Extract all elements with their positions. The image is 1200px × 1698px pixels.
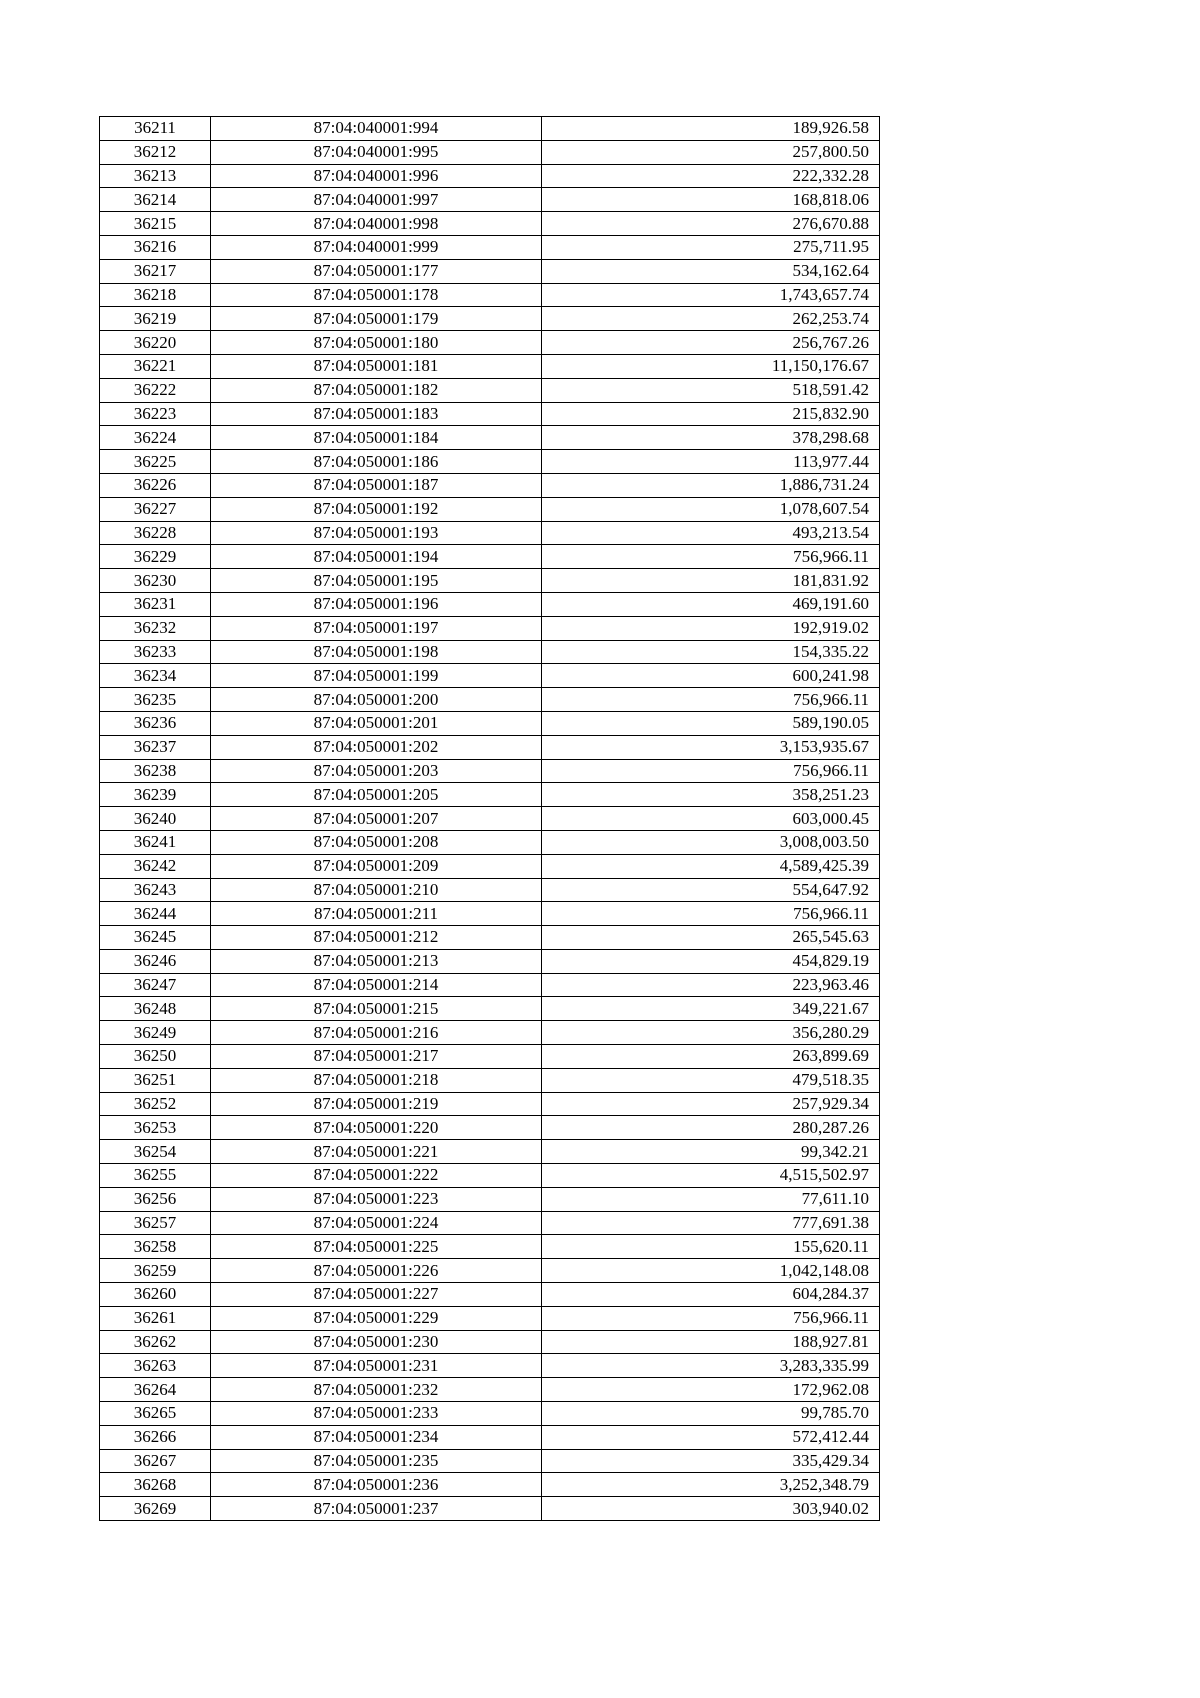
value-cell: 99,342.21: [542, 1140, 880, 1164]
table-row: [100, 902, 880, 926]
cadastral-number-cell: 87:04:050001:231: [211, 1354, 542, 1378]
cadastral-number-cell: 87:04:050001:232: [211, 1378, 542, 1402]
cadastral-number-cell: 87:04:050001:237: [211, 1497, 542, 1521]
value-cell: 215,832.90: [542, 402, 880, 426]
value-cell: 572,412.44: [542, 1425, 880, 1449]
table-row: [100, 1425, 880, 1449]
row-number-cell: 36269: [100, 1497, 211, 1521]
row-number-cell: 36260: [100, 1283, 211, 1307]
table-row: [100, 592, 880, 616]
table-row: [100, 688, 880, 712]
cadastral-number-cell: 87:04:050001:203: [211, 759, 542, 783]
value-cell: 262,253.74: [542, 307, 880, 331]
value-cell: 303,940.02: [542, 1497, 880, 1521]
row-number-cell: 36254: [100, 1140, 211, 1164]
cadastral-number-cell: 87:04:050001:197: [211, 616, 542, 640]
row-number-cell: 36264: [100, 1378, 211, 1402]
table-row: [100, 1330, 880, 1354]
row-number-cell: 36226: [100, 473, 211, 497]
row-number-cell: 36230: [100, 569, 211, 593]
table-row: [100, 117, 880, 141]
table-row: [100, 1497, 880, 1521]
row-number-cell: 36241: [100, 830, 211, 854]
table-row: [100, 545, 880, 569]
cadastral-number-cell: 87:04:040001:995: [211, 140, 542, 164]
value-cell: 168,818.06: [542, 188, 880, 212]
row-number-cell: 36256: [100, 1187, 211, 1211]
row-number-cell: 36251: [100, 1068, 211, 1092]
row-number-cell: 36229: [100, 545, 211, 569]
value-cell: 155,620.11: [542, 1235, 880, 1259]
table-row: [100, 973, 880, 997]
value-cell: 4,589,425.39: [542, 854, 880, 878]
cadastral-number-cell: 87:04:050001:208: [211, 830, 542, 854]
cadastral-number-cell: 87:04:040001:998: [211, 212, 542, 236]
value-cell: 4,515,502.97: [542, 1164, 880, 1188]
value-cell: 378,298.68: [542, 426, 880, 450]
value-cell: 1,886,731.24: [542, 473, 880, 497]
row-number-cell: 36232: [100, 616, 211, 640]
value-cell: 172,962.08: [542, 1378, 880, 1402]
cadastral-number-cell: 87:04:050001:181: [211, 354, 542, 378]
value-cell: 181,831.92: [542, 569, 880, 593]
table-row: [100, 521, 880, 545]
value-cell: 534,162.64: [542, 259, 880, 283]
table-row: [100, 450, 880, 474]
table-row: [100, 711, 880, 735]
value-cell: 358,251.23: [542, 783, 880, 807]
cadastral-number-cell: 87:04:050001:226: [211, 1259, 542, 1283]
value-cell: 223,963.46: [542, 973, 880, 997]
table-row: [100, 235, 880, 259]
table-row: [100, 735, 880, 759]
value-cell: 77,611.10: [542, 1187, 880, 1211]
value-cell: 276,670.88: [542, 212, 880, 236]
row-number-cell: 36211: [100, 117, 211, 141]
table-row: [100, 212, 880, 236]
table-row: [100, 664, 880, 688]
row-number-cell: 36219: [100, 307, 211, 331]
row-number-cell: 36248: [100, 997, 211, 1021]
cadastral-number-cell: 87:04:050001:184: [211, 426, 542, 450]
row-number-cell: 36255: [100, 1164, 211, 1188]
row-number-cell: 36261: [100, 1306, 211, 1330]
cadastral-number-cell: 87:04:050001:201: [211, 711, 542, 735]
cadastral-number-cell: 87:04:050001:179: [211, 307, 542, 331]
cadastral-number-cell: 87:04:050001:234: [211, 1425, 542, 1449]
table-row: [100, 1045, 880, 1069]
row-number-cell: 36215: [100, 212, 211, 236]
cadastral-number-cell: 87:04:050001:215: [211, 997, 542, 1021]
row-number-cell: 36235: [100, 688, 211, 712]
row-number-cell: 36239: [100, 783, 211, 807]
cadastral-number-cell: 87:04:050001:222: [211, 1164, 542, 1188]
table-row: [100, 473, 880, 497]
cadastral-number-cell: 87:04:050001:183: [211, 402, 542, 426]
cadastral-number-cell: 87:04:050001:220: [211, 1116, 542, 1140]
cadastral-number-cell: 87:04:050001:233: [211, 1402, 542, 1426]
row-number-cell: 36238: [100, 759, 211, 783]
row-number-cell: 36243: [100, 878, 211, 902]
data-table: [99, 116, 880, 1521]
value-cell: 192,919.02: [542, 616, 880, 640]
cadastral-number-cell: 87:04:050001:211: [211, 902, 542, 926]
table-row: [100, 1473, 880, 1497]
row-number-cell: 36258: [100, 1235, 211, 1259]
cadastral-number-cell: 87:04:040001:997: [211, 188, 542, 212]
table-row: [100, 1378, 880, 1402]
row-number-cell: 36236: [100, 711, 211, 735]
value-cell: 603,000.45: [542, 807, 880, 831]
row-number-cell: 36221: [100, 354, 211, 378]
cadastral-number-cell: 87:04:050001:221: [211, 1140, 542, 1164]
value-cell: 257,929.34: [542, 1092, 880, 1116]
row-number-cell: 36237: [100, 735, 211, 759]
value-cell: 113,977.44: [542, 450, 880, 474]
value-cell: 1,042,148.08: [542, 1259, 880, 1283]
table-row: [100, 949, 880, 973]
value-cell: 1,743,657.74: [542, 283, 880, 307]
value-cell: 756,966.11: [542, 1306, 880, 1330]
row-number-cell: 36234: [100, 664, 211, 688]
table-row: [100, 283, 880, 307]
table-row: [100, 1187, 880, 1211]
value-cell: 263,899.69: [542, 1045, 880, 1069]
row-number-cell: 36252: [100, 1092, 211, 1116]
table-row: [100, 783, 880, 807]
value-cell: 222,332.28: [542, 164, 880, 188]
value-cell: 280,287.26: [542, 1116, 880, 1140]
row-number-cell: 36257: [100, 1211, 211, 1235]
cadastral-number-cell: 87:04:050001:235: [211, 1449, 542, 1473]
table-row: [100, 188, 880, 212]
cadastral-number-cell: 87:04:050001:212: [211, 926, 542, 950]
table-row: [100, 1259, 880, 1283]
value-cell: 11,150,176.67: [542, 354, 880, 378]
value-cell: 349,221.67: [542, 997, 880, 1021]
table-row: [100, 807, 880, 831]
cadastral-number-cell: 87:04:050001:216: [211, 1021, 542, 1045]
cadastral-number-cell: 87:04:050001:224: [211, 1211, 542, 1235]
row-number-cell: 36265: [100, 1402, 211, 1426]
row-number-cell: 36246: [100, 949, 211, 973]
cadastral-number-cell: 87:04:050001:209: [211, 854, 542, 878]
table-body: [100, 117, 880, 1521]
table-row: [100, 1354, 880, 1378]
table-row: [100, 1306, 880, 1330]
value-cell: 188,927.81: [542, 1330, 880, 1354]
table-row: [100, 640, 880, 664]
table-row: [100, 1068, 880, 1092]
row-number-cell: 36249: [100, 1021, 211, 1045]
table-row: [100, 1092, 880, 1116]
table-row: [100, 378, 880, 402]
row-number-cell: 36220: [100, 331, 211, 355]
cadastral-number-cell: 87:04:050001:194: [211, 545, 542, 569]
table-row: [100, 854, 880, 878]
cadastral-number-cell: 87:04:050001:199: [211, 664, 542, 688]
table-row: [100, 140, 880, 164]
row-number-cell: 36216: [100, 235, 211, 259]
table-row: [100, 997, 880, 1021]
cadastral-number-cell: 87:04:050001:227: [211, 1283, 542, 1307]
cadastral-number-cell: 87:04:050001:219: [211, 1092, 542, 1116]
table-row: [100, 426, 880, 450]
table-row: [100, 1116, 880, 1140]
cadastral-number-cell: 87:04:040001:996: [211, 164, 542, 188]
table-row: [100, 759, 880, 783]
cadastral-number-cell: 87:04:050001:180: [211, 331, 542, 355]
value-cell: 777,691.38: [542, 1211, 880, 1235]
value-cell: 335,429.34: [542, 1449, 880, 1473]
value-cell: 265,545.63: [542, 926, 880, 950]
cadastral-number-cell: 87:04:050001:225: [211, 1235, 542, 1259]
row-number-cell: 36225: [100, 450, 211, 474]
row-number-cell: 36218: [100, 283, 211, 307]
value-cell: 257,800.50: [542, 140, 880, 164]
value-cell: 589,190.05: [542, 711, 880, 735]
table-row: [100, 307, 880, 331]
row-number-cell: 36268: [100, 1473, 211, 1497]
cadastral-number-cell: 87:04:050001:177: [211, 259, 542, 283]
cadastral-number-cell: 87:04:050001:207: [211, 807, 542, 831]
table-row: [100, 1164, 880, 1188]
value-cell: 479,518.35: [542, 1068, 880, 1092]
table-row: [100, 1283, 880, 1307]
value-cell: 604,284.37: [542, 1283, 880, 1307]
value-cell: 189,926.58: [542, 117, 880, 141]
table-row: [100, 1021, 880, 1045]
cadastral-number-cell: 87:04:050001:186: [211, 450, 542, 474]
value-cell: 275,711.95: [542, 235, 880, 259]
value-cell: 3,153,935.67: [542, 735, 880, 759]
value-cell: 518,591.42: [542, 378, 880, 402]
row-number-cell: 36267: [100, 1449, 211, 1473]
row-number-cell: 36227: [100, 497, 211, 521]
table-row: [100, 616, 880, 640]
cadastral-number-cell: 87:04:050001:214: [211, 973, 542, 997]
cadastral-number-cell: 87:04:050001:230: [211, 1330, 542, 1354]
value-cell: 469,191.60: [542, 592, 880, 616]
cadastral-number-cell: 87:04:050001:182: [211, 378, 542, 402]
cadastral-number-cell: 87:04:050001:193: [211, 521, 542, 545]
table-row: [100, 1449, 880, 1473]
table-row: [100, 402, 880, 426]
value-cell: 756,966.11: [542, 545, 880, 569]
cadastral-number-cell: 87:04:050001:195: [211, 569, 542, 593]
table-row: [100, 331, 880, 355]
row-number-cell: 36224: [100, 426, 211, 450]
cadastral-number-cell: 87:04:050001:218: [211, 1068, 542, 1092]
table-row: [100, 830, 880, 854]
cadastral-number-cell: 87:04:050001:192: [211, 497, 542, 521]
value-cell: 356,280.29: [542, 1021, 880, 1045]
cadastral-number-cell: 87:04:050001:213: [211, 949, 542, 973]
value-cell: 3,283,335.99: [542, 1354, 880, 1378]
value-cell: 600,241.98: [542, 664, 880, 688]
row-number-cell: 36244: [100, 902, 211, 926]
value-cell: 3,252,348.79: [542, 1473, 880, 1497]
cadastral-number-cell: 87:04:050001:205: [211, 783, 542, 807]
cadastral-number-cell: 87:04:050001:210: [211, 878, 542, 902]
table-row: [100, 926, 880, 950]
row-number-cell: 36223: [100, 402, 211, 426]
cadastral-number-cell: 87:04:050001:217: [211, 1045, 542, 1069]
table-row: [100, 1211, 880, 1235]
row-number-cell: 36212: [100, 140, 211, 164]
row-number-cell: 36217: [100, 259, 211, 283]
row-number-cell: 36263: [100, 1354, 211, 1378]
value-cell: 154,335.22: [542, 640, 880, 664]
row-number-cell: 36247: [100, 973, 211, 997]
value-cell: 554,647.92: [542, 878, 880, 902]
row-number-cell: 36250: [100, 1045, 211, 1069]
value-cell: 99,785.70: [542, 1402, 880, 1426]
value-cell: 756,966.11: [542, 759, 880, 783]
row-number-cell: 36240: [100, 807, 211, 831]
cadastral-number-cell: 87:04:050001:178: [211, 283, 542, 307]
cadastral-number-cell: 87:04:050001:196: [211, 592, 542, 616]
cadastral-number-cell: 87:04:050001:236: [211, 1473, 542, 1497]
value-cell: 3,008,003.50: [542, 830, 880, 854]
value-cell: 454,829.19: [542, 949, 880, 973]
table-row: [100, 354, 880, 378]
row-number-cell: 36222: [100, 378, 211, 402]
value-cell: 1,078,607.54: [542, 497, 880, 521]
value-cell: 493,213.54: [542, 521, 880, 545]
row-number-cell: 36242: [100, 854, 211, 878]
cadastral-number-cell: 87:04:050001:202: [211, 735, 542, 759]
row-number-cell: 36213: [100, 164, 211, 188]
row-number-cell: 36262: [100, 1330, 211, 1354]
table-row: [100, 164, 880, 188]
row-number-cell: 36245: [100, 926, 211, 950]
value-cell: 256,767.26: [542, 331, 880, 355]
cadastral-number-cell: 87:04:050001:198: [211, 640, 542, 664]
cadastral-number-cell: 87:04:050001:187: [211, 473, 542, 497]
cadastral-number-cell: 87:04:050001:229: [211, 1306, 542, 1330]
value-cell: 756,966.11: [542, 902, 880, 926]
table-row: [100, 1235, 880, 1259]
row-number-cell: 36266: [100, 1425, 211, 1449]
value-cell: 756,966.11: [542, 688, 880, 712]
row-number-cell: 36231: [100, 592, 211, 616]
row-number-cell: 36214: [100, 188, 211, 212]
table-row: [100, 569, 880, 593]
table-row: [100, 497, 880, 521]
table-row: [100, 878, 880, 902]
table-row: [100, 259, 880, 283]
row-number-cell: 36259: [100, 1259, 211, 1283]
row-number-cell: 36253: [100, 1116, 211, 1140]
cadastral-number-cell: 87:04:050001:223: [211, 1187, 542, 1211]
row-number-cell: 36233: [100, 640, 211, 664]
table-row: [100, 1140, 880, 1164]
row-number-cell: 36228: [100, 521, 211, 545]
cadastral-number-cell: 87:04:040001:994: [211, 117, 542, 141]
cadastral-number-cell: 87:04:040001:999: [211, 235, 542, 259]
cadastral-number-cell: 87:04:050001:200: [211, 688, 542, 712]
table-row: [100, 1402, 880, 1426]
